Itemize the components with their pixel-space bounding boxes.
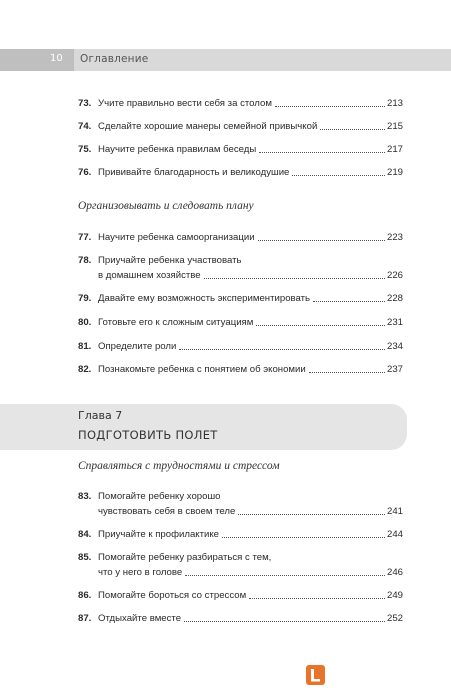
toc-entry[interactable] (78, 527, 403, 542)
entry-page: 213 (386, 98, 403, 109)
section-title: Организовывать и следовать плану (78, 200, 254, 212)
leader-dots (313, 301, 385, 302)
entry-page: 244 (386, 529, 403, 540)
entry-title: Готовьте его к сложным ситуациям (98, 317, 254, 328)
leader-dots (222, 537, 385, 538)
entry-title: Научите ребенка самоорганизации (98, 232, 255, 243)
leader-dots (275, 106, 385, 107)
entry-number: 79. (78, 293, 92, 304)
toc-entry[interactable] (78, 291, 403, 306)
entry-number: 78. (78, 255, 92, 266)
entry-title: Давайте ему возможность экспериментировать (98, 293, 311, 304)
entry-number: 75. (78, 144, 92, 155)
entry-number: 83. (78, 491, 92, 502)
toc-entry[interactable] (78, 489, 403, 519)
toc-entry[interactable] (78, 611, 403, 626)
entry-title: Сделайте хорошие манеры семейной привычкой (98, 121, 318, 132)
leader-dots (320, 129, 385, 130)
entry-title: Познакомьте ребенка с понятием об экономии (98, 364, 306, 375)
entry-title: Учите правильно вести себя за столом (98, 98, 272, 109)
toc-entry[interactable] (78, 253, 403, 283)
leader-dots (256, 325, 385, 326)
entry-page: 217 (386, 144, 403, 155)
leader-dots (204, 278, 385, 279)
toc-entry[interactable] (78, 315, 403, 330)
toc-entry[interactable] (78, 339, 403, 354)
entry-title: Отдыхайте вместе (98, 613, 182, 624)
leader-dots (258, 240, 385, 241)
entry-title: в домашнем хозяйстве (98, 270, 201, 281)
entry-page: 219 (386, 167, 403, 178)
leader-dots (309, 372, 385, 373)
entry-number: 74. (78, 121, 92, 132)
entry-page: 228 (386, 293, 403, 304)
entry-title-line1: Приучайте ребенка участвовать (98, 255, 242, 266)
entry-page: 249 (386, 590, 403, 601)
entry-number: 82. (78, 364, 92, 375)
entry-title: Определите роли (98, 341, 177, 352)
entry-page: 234 (386, 341, 403, 352)
toc-entry[interactable] (78, 96, 403, 111)
toc-entry[interactable] (78, 230, 403, 245)
entry-number: 76. (78, 167, 92, 178)
entry-number: 84. (78, 529, 92, 540)
toc-entry[interactable] (78, 119, 403, 134)
section-title: Справляться с трудностями и стрессом (78, 460, 280, 472)
entry-page: 252 (386, 613, 403, 624)
entry-number: 81. (78, 341, 92, 352)
entry-page: 241 (386, 506, 403, 517)
toc-entry[interactable] (78, 550, 403, 580)
entry-number: 87. (78, 613, 92, 624)
toc-entry[interactable] (78, 142, 403, 157)
entry-page: 215 (386, 121, 403, 132)
entry-title: что у него в голове (98, 567, 183, 578)
entry-title: Приучайте к профилактике (98, 529, 219, 540)
entry-page: 223 (386, 232, 403, 243)
entry-title-line1: Помогайте ребенку хорошо (98, 491, 221, 502)
toc-entry[interactable] (78, 165, 403, 180)
entry-number: 80. (78, 317, 92, 328)
toc-entry[interactable] (78, 588, 403, 603)
entry-page: 231 (386, 317, 403, 328)
chapter-banner (0, 404, 407, 450)
entry-title: Научите ребенка правилам беседы (98, 144, 257, 155)
page-number-box (0, 49, 74, 71)
chapter-label: Глава 7 (78, 409, 123, 422)
leader-dots (184, 621, 385, 622)
entry-number: 86. (78, 590, 92, 601)
leader-dots (238, 514, 385, 515)
leader-dots (185, 575, 385, 576)
entry-title: чувствовать себя в своем теле (98, 506, 236, 517)
entry-page: 246 (386, 567, 403, 578)
running-title: Оглавление (80, 53, 149, 65)
entry-title: Помогайте бороться со стрессом (98, 590, 247, 601)
leader-dots (179, 349, 385, 350)
entry-title: Прививайте благодарность и великодушие (98, 167, 290, 178)
entry-page: 237 (386, 364, 403, 375)
page-number: 10 (50, 53, 63, 64)
chapter-title[interactable]: ПОДГОТОВИТЬ ПОЛЕТ (78, 428, 218, 442)
entry-page: 226 (386, 270, 403, 281)
leader-dots (292, 175, 385, 176)
entry-number: 77. (78, 232, 92, 243)
entry-number: 73. (78, 98, 92, 109)
leader-dots (259, 152, 385, 153)
entry-title-line1: Помогайте ребенку разбираться с тем, (98, 552, 272, 563)
entry-number: 85. (78, 552, 92, 563)
leader-dots (249, 598, 385, 599)
litres-logo-icon (306, 665, 325, 685)
toc-entry[interactable] (78, 362, 403, 377)
